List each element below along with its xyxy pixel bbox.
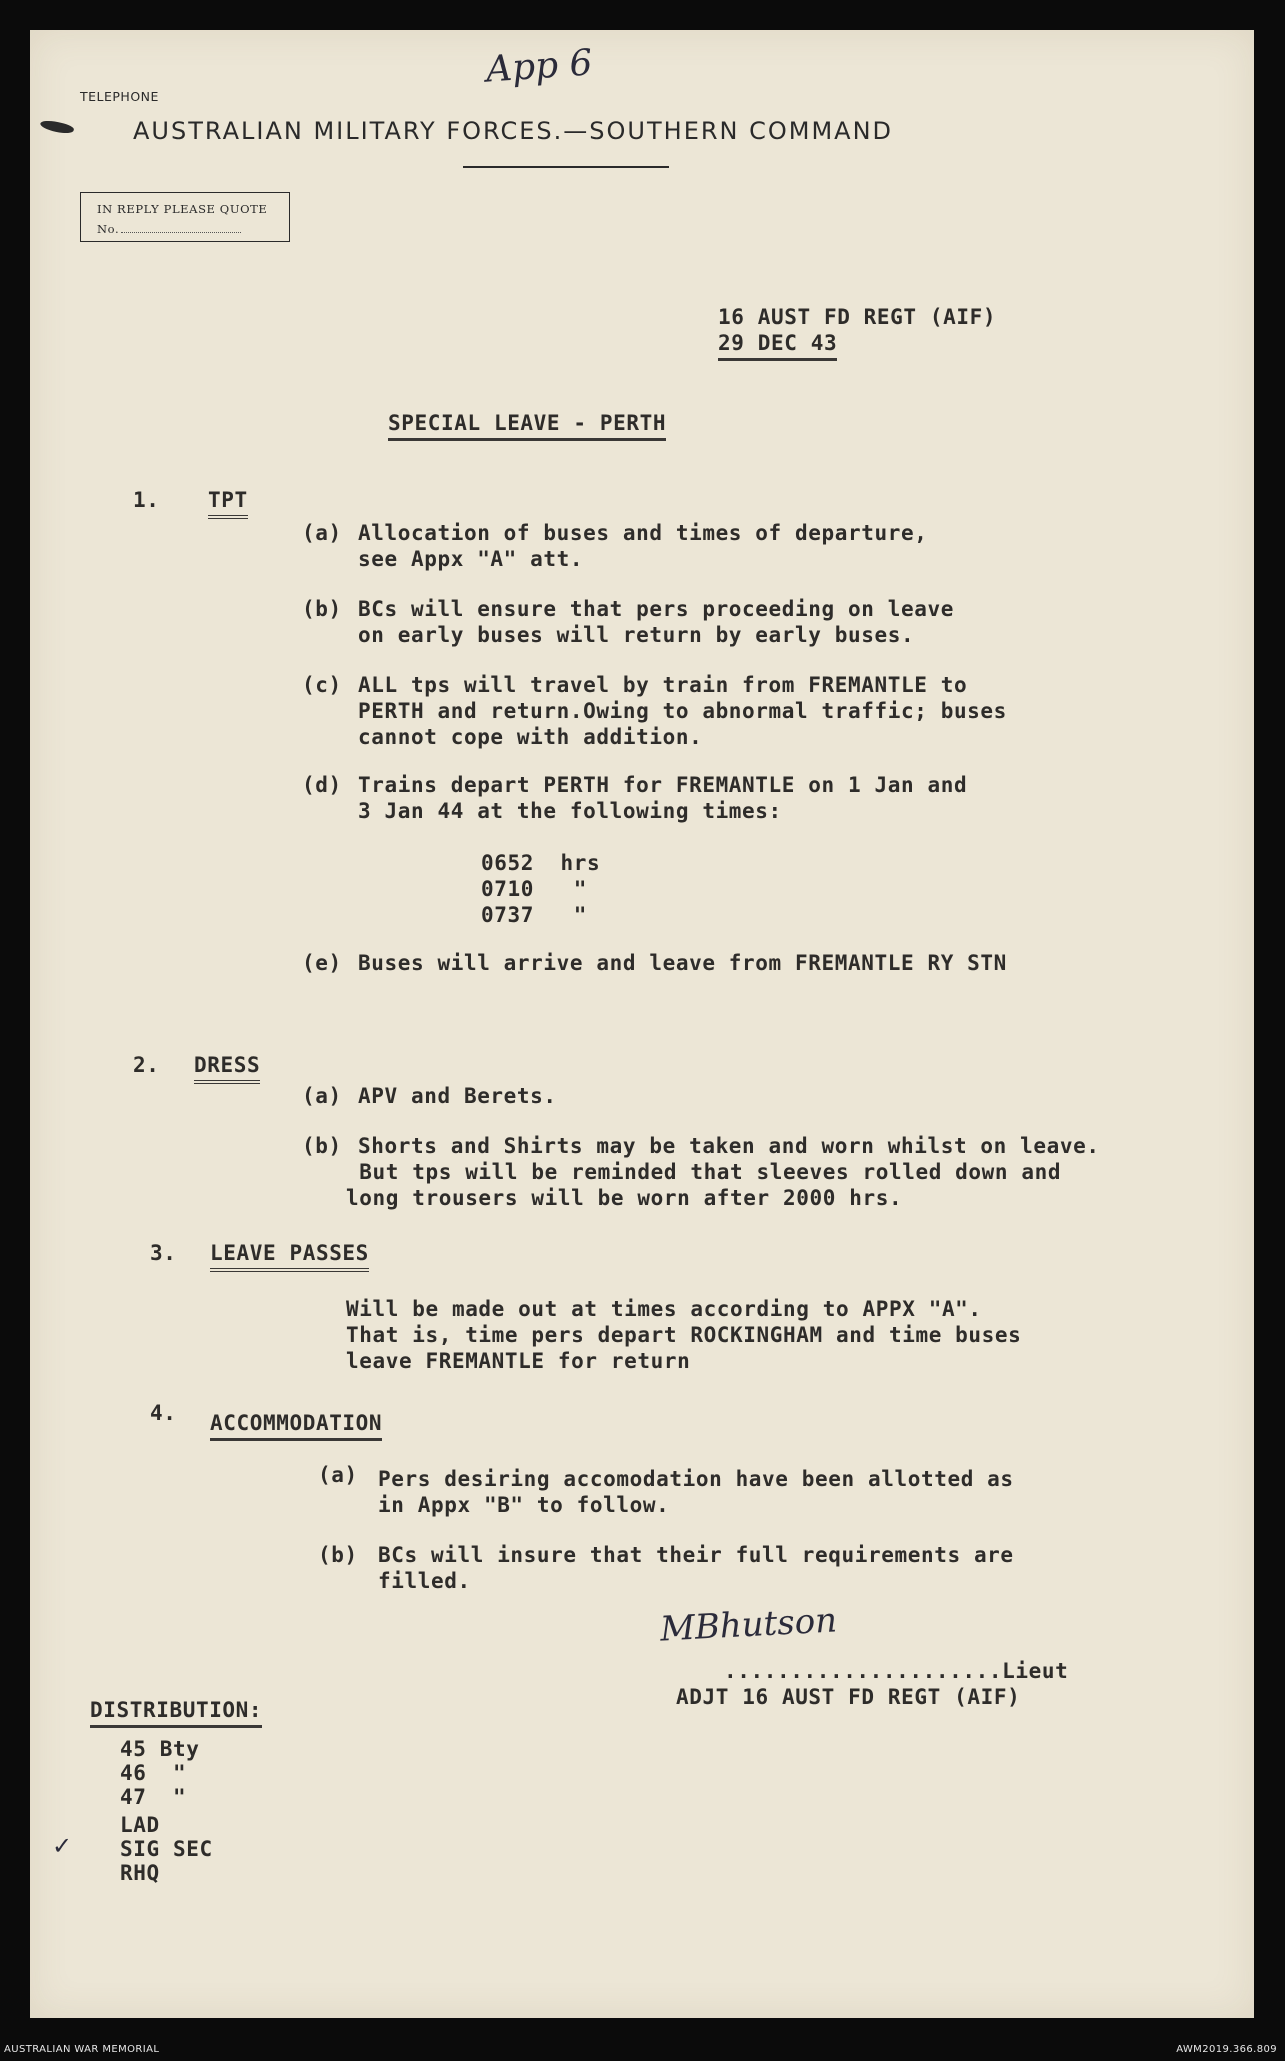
train-time: 0737 " xyxy=(481,903,587,927)
signature: MBhutson xyxy=(659,1600,839,1650)
item-line: on early buses will return by early buses. xyxy=(358,623,915,647)
item-line: PERTH and return.Owing to abnormal traffic; buses xyxy=(358,699,1007,723)
item-line: Buses will arrive and leave from FREMANTLE RY STN xyxy=(358,951,1007,975)
item-line: BCs will ensure that pers proceeding on leave xyxy=(358,597,954,621)
item-line: Pers desiring accomodation have been allotted as xyxy=(378,1467,1014,1491)
train-time: 0710 " xyxy=(481,877,587,901)
distribution-item: SIG SEC xyxy=(120,1837,213,1861)
item-line: ALL tps will travel by train from FREMANTLE to xyxy=(358,673,968,697)
item-label: (a) xyxy=(302,521,342,545)
item-line: That is, time pers depart ROCKINGHAM and time buses xyxy=(346,1323,1022,1347)
reply-box-number-label: No. xyxy=(97,222,120,236)
distribution-item: 45 Bty xyxy=(120,1737,200,1761)
distribution-item: 47 " xyxy=(120,1785,187,1809)
train-time: 0652 hrs xyxy=(481,851,601,875)
distribution-item: LAD xyxy=(120,1813,160,1837)
item-line: BCs will insure that their full requirements are xyxy=(378,1543,1014,1567)
item-label: (b) xyxy=(302,1134,342,1158)
section-title-leave-passes: LEAVE PASSES xyxy=(210,1240,369,1272)
letterhead-title: AUSTRALIAN MILITARY FORCES.—SOUTHERN COMMAND xyxy=(133,117,894,145)
signature-rank-line: .....................Lieut xyxy=(724,1659,1069,1683)
item-line: in Appx "B" to follow. xyxy=(378,1493,670,1517)
section-number-1: 1. xyxy=(133,488,160,512)
footer-credit: AUSTRALIAN WAR MEMORIAL xyxy=(4,2044,160,2055)
signature-appointment: ADJT 16 AUST FD REGT (AIF) xyxy=(676,1685,1021,1709)
item-line: APV and Berets. xyxy=(358,1084,557,1108)
item-line: 3 Jan 44 at the following times: xyxy=(358,799,782,823)
subject-heading: SPECIAL LEAVE - PERTH xyxy=(388,410,666,441)
item-label: (a) xyxy=(302,1084,342,1108)
section-number-4: 4. xyxy=(150,1401,177,1425)
document-date: 29 DEC 43 xyxy=(718,330,837,361)
section-number-3: 3. xyxy=(150,1241,177,1265)
item-line: Allocation of buses and times of departure, xyxy=(358,521,928,545)
handwritten-annotation: App 6 xyxy=(484,42,594,91)
item-line: leave FREMANTLE for return xyxy=(346,1349,691,1373)
item-label: (a) xyxy=(318,1463,358,1487)
distribution-item: 46 " xyxy=(120,1761,187,1785)
item-line: see Appx "A" att. xyxy=(358,547,584,571)
item-line: filled. xyxy=(378,1569,471,1593)
distribution-title: DISTRIBUTION: xyxy=(90,1697,262,1728)
reply-box-number-line xyxy=(121,232,241,233)
section-title-dress: DRESS xyxy=(194,1052,260,1084)
item-label: (e) xyxy=(302,951,342,975)
item-label: (c) xyxy=(302,673,342,697)
check-mark-icon: ✓ xyxy=(52,1832,73,1860)
item-line: Will be made out at times according to APPX "A". xyxy=(346,1297,982,1321)
reply-box-label: IN REPLY PLEASE QUOTE xyxy=(97,202,268,216)
letterhead-rule xyxy=(463,166,669,168)
section-number-2: 2. xyxy=(133,1053,160,1077)
item-label: (b) xyxy=(318,1543,358,1567)
distribution-item: RHQ xyxy=(120,1861,160,1885)
item-label: (b) xyxy=(302,597,342,621)
footer-accession-number: AWM2019.366.809 xyxy=(1176,2044,1277,2055)
item-line: Shorts and Shirts may be taken and worn whilst on leave. xyxy=(358,1134,1100,1158)
section-title-accommodation: ACCOMMODATION xyxy=(210,1410,382,1441)
item-label: (d) xyxy=(302,773,342,797)
section-title-tpt: TPT xyxy=(208,487,248,519)
item-line: Trains depart PERTH for FREMANTLE on 1 Jan and xyxy=(358,773,968,797)
item-line: But tps will be reminded that sleeves rolled down and xyxy=(346,1160,1062,1184)
item-line: cannot cope with addition. xyxy=(358,725,703,749)
item-line: long trousers will be worn after 2000 hrs. xyxy=(346,1186,903,1210)
reply-reference-box xyxy=(80,192,290,242)
unit-name: 16 AUST FD REGT (AIF) xyxy=(718,305,997,329)
telephone-label: TELEPHONE xyxy=(80,89,159,104)
